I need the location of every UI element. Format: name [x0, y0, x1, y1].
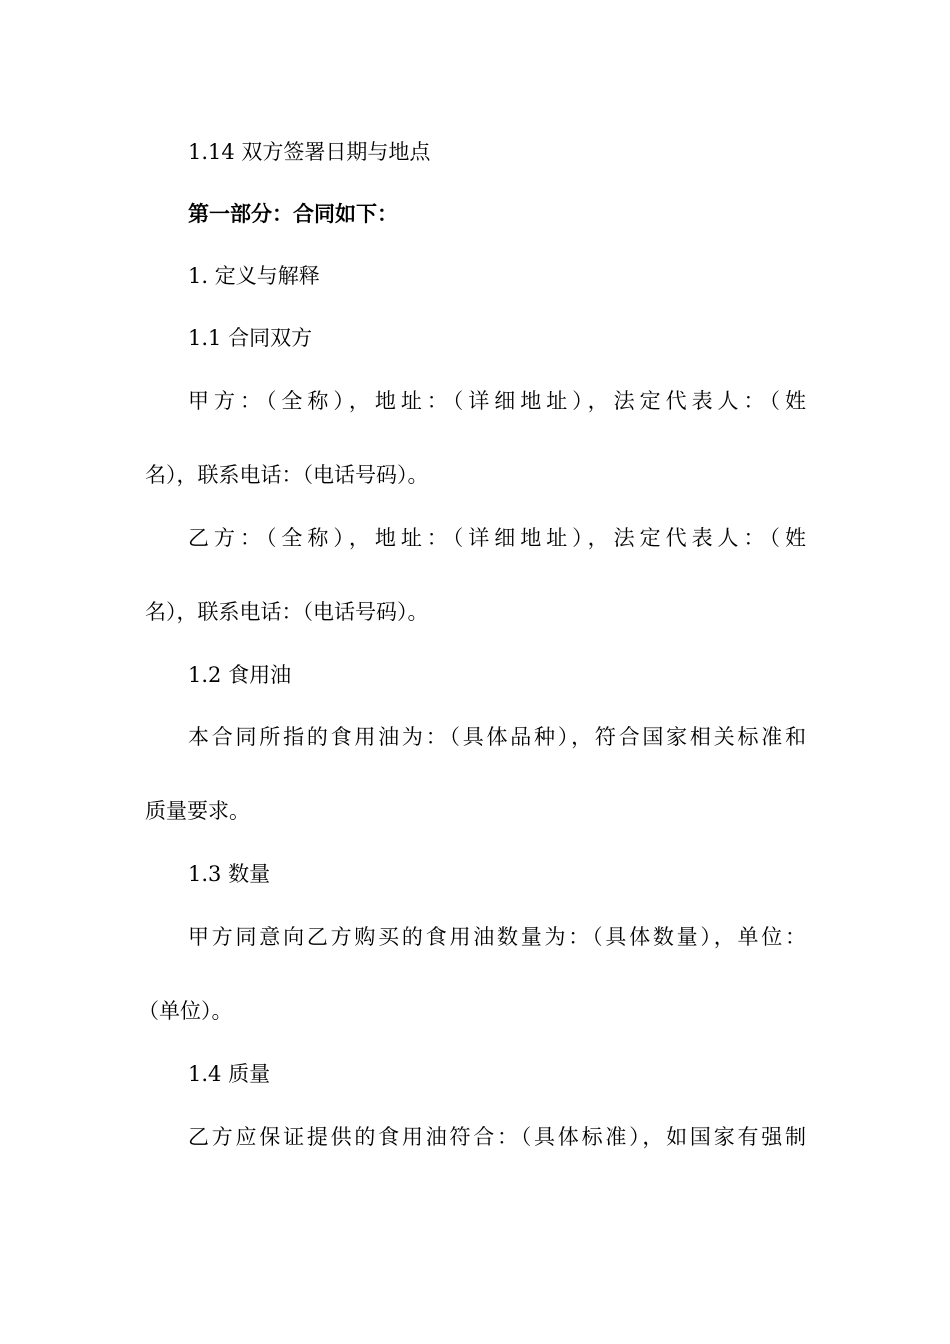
clause-1-4-heading: 1.4 质量: [188, 1062, 271, 1086]
oil-definition-line-1: 本合同所指的食用油为：（具体品种），符合国家相关标准和: [188, 725, 806, 749]
quantity-line-2: （单位）。: [138, 999, 233, 1023]
party-a-line-2: 名），联系电话：（电话号码）。: [145, 463, 429, 487]
section-1-heading: 1. 定义与解释: [188, 264, 320, 288]
part-one-heading: 第一部分：合同如下：: [188, 202, 398, 226]
clause-1-14-heading: 1.14 双方签署日期与地点: [188, 140, 431, 164]
quantity-line-1: 甲方同意向乙方购买的食用油数量为：（具体数量），单位：: [188, 925, 806, 949]
clause-1-3-heading: 1.3 数量: [188, 862, 271, 886]
clause-1-2-heading: 1.2 食用油: [188, 663, 292, 687]
party-a-line-1: 甲方：（全称），地址：（详细地址），法定代表人：（姓: [188, 389, 806, 413]
oil-definition-line-2: 质量要求。: [145, 799, 250, 823]
party-b-line-2: 名），联系电话：（电话号码）。: [145, 600, 429, 624]
party-b-line-1: 乙方：（全称），地址：（详细地址），法定代表人：（姓: [188, 526, 806, 550]
clause-1-1-heading: 1.1 合同双方: [188, 326, 313, 350]
quality-line-1: 乙方应保证提供的食用油符合：（具体标准），如国家有强制: [188, 1125, 806, 1149]
